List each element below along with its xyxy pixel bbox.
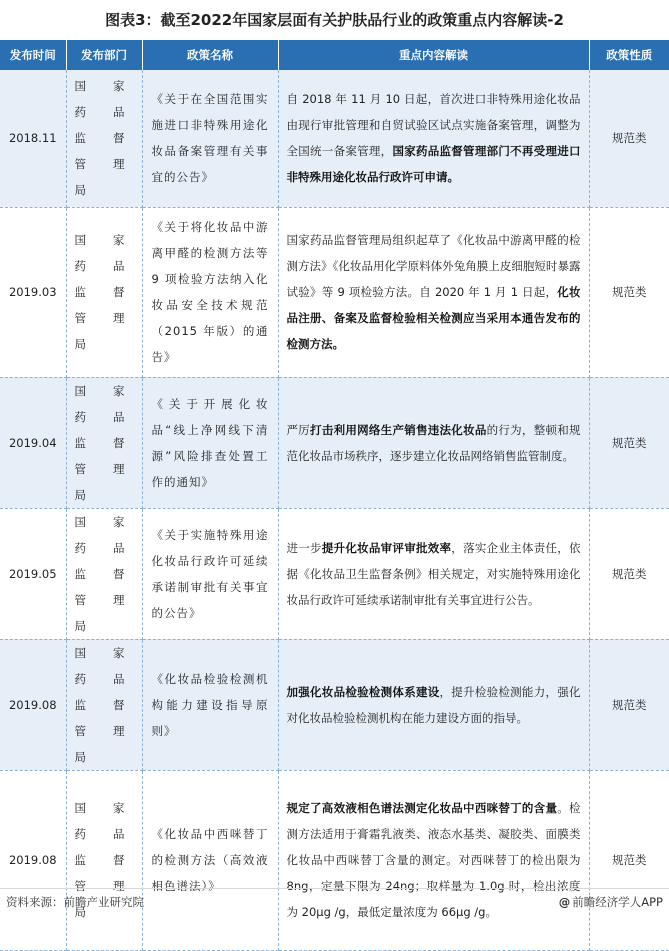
source-note: 资料来源：前瞻产业研究院 xyxy=(6,895,144,909)
content-highlight: 打击利用网络生产销售违法化妆品 xyxy=(310,422,487,437)
cell-policy-name: 《关于将化妆品中游离甲醛的检测方法等 9 项检验方法纳入化妆品安全技术规范（2015 年版）的通告》 xyxy=(142,207,278,377)
content-text: 。检测方法适用于膏霜乳液类、液态水基类、凝胶类、面膜类化妆品中西咪替丁含量的测定。对西咪替丁的检出限为 8ng，定量下限为 24ng；取样量为 1.0g 时，检出浓度为 20μg /g，最低定量浓度为 66μg /g。 xyxy=(286,801,581,919)
cell-dept: 国家药品监督管理局 xyxy=(66,770,142,950)
policy-table xyxy=(0,40,669,951)
cell-dept: 国家药品监督管理局 xyxy=(66,377,142,508)
cell-type: 规范类 xyxy=(589,70,669,207)
content-highlight: 规定了高效液相色谱法测定化妆品中西咪替丁的含量 xyxy=(286,801,558,815)
content-text: 进一步 xyxy=(286,540,322,555)
header-type: 政策性质 xyxy=(589,40,669,70)
table-row xyxy=(0,639,669,770)
cell-content xyxy=(278,70,589,207)
content-highlight: 提升化妆品审评审批效率 xyxy=(321,540,452,555)
brand-credit xyxy=(559,889,663,915)
content-text: 的行为，整顿和规范化妆品市场秩序，逐步建立化妆品网络销售监管制度。 xyxy=(286,422,581,463)
at-icon: @ xyxy=(558,895,571,909)
cell-content xyxy=(278,377,589,508)
page-title: 图表3：截至2022年国家层面有关护肤品行业的政策重点内容解读-2 xyxy=(105,11,564,29)
cell-type: 规范类 xyxy=(589,639,669,770)
content-text: ，提升检验检测能力，强化对化妆品检验检测机构在能力建设方面的指导。 xyxy=(286,684,581,725)
content-text: ，落实企业主体责任，依据《化妆品卫生监督条例》相关规定，对实施特殊用途化妆品行政许可延续承诺制审批有关事宜进行公告。 xyxy=(286,540,581,607)
content-highlight: 国家药品监督管理部门不再受理进口非特殊用途化妆品行政许可申请。 xyxy=(286,144,581,185)
cell-time: 2019.08 xyxy=(0,639,66,770)
cell-dept: 国家药品监督管理局 xyxy=(66,207,142,377)
cell-time: 2019.04 xyxy=(0,377,66,508)
content-text: 国家药品监督管理局组织起草了《化妆品中游离甲醛的检测方法》《化妆品用化学原料体外兔角膜上皮细胞短时暴露试验》等 9 项检验方法。自 2020 年 1 月 1 日起， xyxy=(286,233,581,299)
cell-type: 规范类 xyxy=(589,770,669,950)
cell-content xyxy=(278,770,589,950)
cell-policy-name: 《化妆品检验检测机构能力建设指导原则》 xyxy=(142,639,278,770)
cell-content xyxy=(278,207,589,377)
table-body xyxy=(0,70,669,950)
table-row xyxy=(0,70,669,207)
cell-time: 2019.08 xyxy=(0,770,66,950)
cell-time: 2018.11 xyxy=(0,70,66,207)
cell-dept: 国家药品监督管理局 xyxy=(66,508,142,639)
cell-time: 2019.05 xyxy=(0,508,66,639)
header-time: 发布时间 xyxy=(0,40,66,70)
cell-dept: 国家药品监督管理局 xyxy=(66,639,142,770)
brand-name: 前瞻经济学人APP xyxy=(572,895,663,909)
table-row xyxy=(0,377,669,508)
cell-policy-name: 《关于实施特殊用途化妆品行政许可延续承诺制审批有关事宜的公告》 xyxy=(142,508,278,639)
content-highlight: 化妆品注册、备案及监督检验相关检测应当采用本通告发布的检测方法。 xyxy=(286,285,581,351)
table-row xyxy=(0,207,669,377)
cell-policy-name: 《关于开展化妆品“线上净网线下清源”风险排查处置工作的通知》 xyxy=(142,377,278,508)
cell-type: 规范类 xyxy=(589,508,669,639)
table-row xyxy=(0,508,669,639)
cell-time: 2019.03 xyxy=(0,207,66,377)
cell-policy-name: 《化妆品中西咪替丁的检测方法（高效液相色谱法）》 xyxy=(142,770,278,950)
cell-policy-name: 《关于在全国范围实施进口非特殊用途化妆品备案管理有关事宜的公告》 xyxy=(142,70,278,207)
footer xyxy=(0,888,669,915)
table-row xyxy=(0,770,669,950)
header-dept: 发布部门 xyxy=(66,40,142,70)
cell-content xyxy=(278,639,589,770)
cell-type: 规范类 xyxy=(589,377,669,508)
header-content: 重点内容解读 xyxy=(278,40,589,70)
content-text: 严厉 xyxy=(286,422,311,437)
table-header-row xyxy=(0,40,669,70)
cell-dept: 国家药品监督管理局 xyxy=(66,70,142,207)
content-text: 自 2018 年 11 月 10 日起，首次进口非特殊用途化妆品由现行审批管理和自贸试验区试点实施备案管理，调整为全国统一备案管理， xyxy=(286,92,581,159)
cell-type: 规范类 xyxy=(589,207,669,377)
content-highlight: 加强化妆品检验检测体系建设 xyxy=(286,684,440,699)
cell-content xyxy=(278,508,589,639)
header-name: 政策名称 xyxy=(142,40,278,70)
